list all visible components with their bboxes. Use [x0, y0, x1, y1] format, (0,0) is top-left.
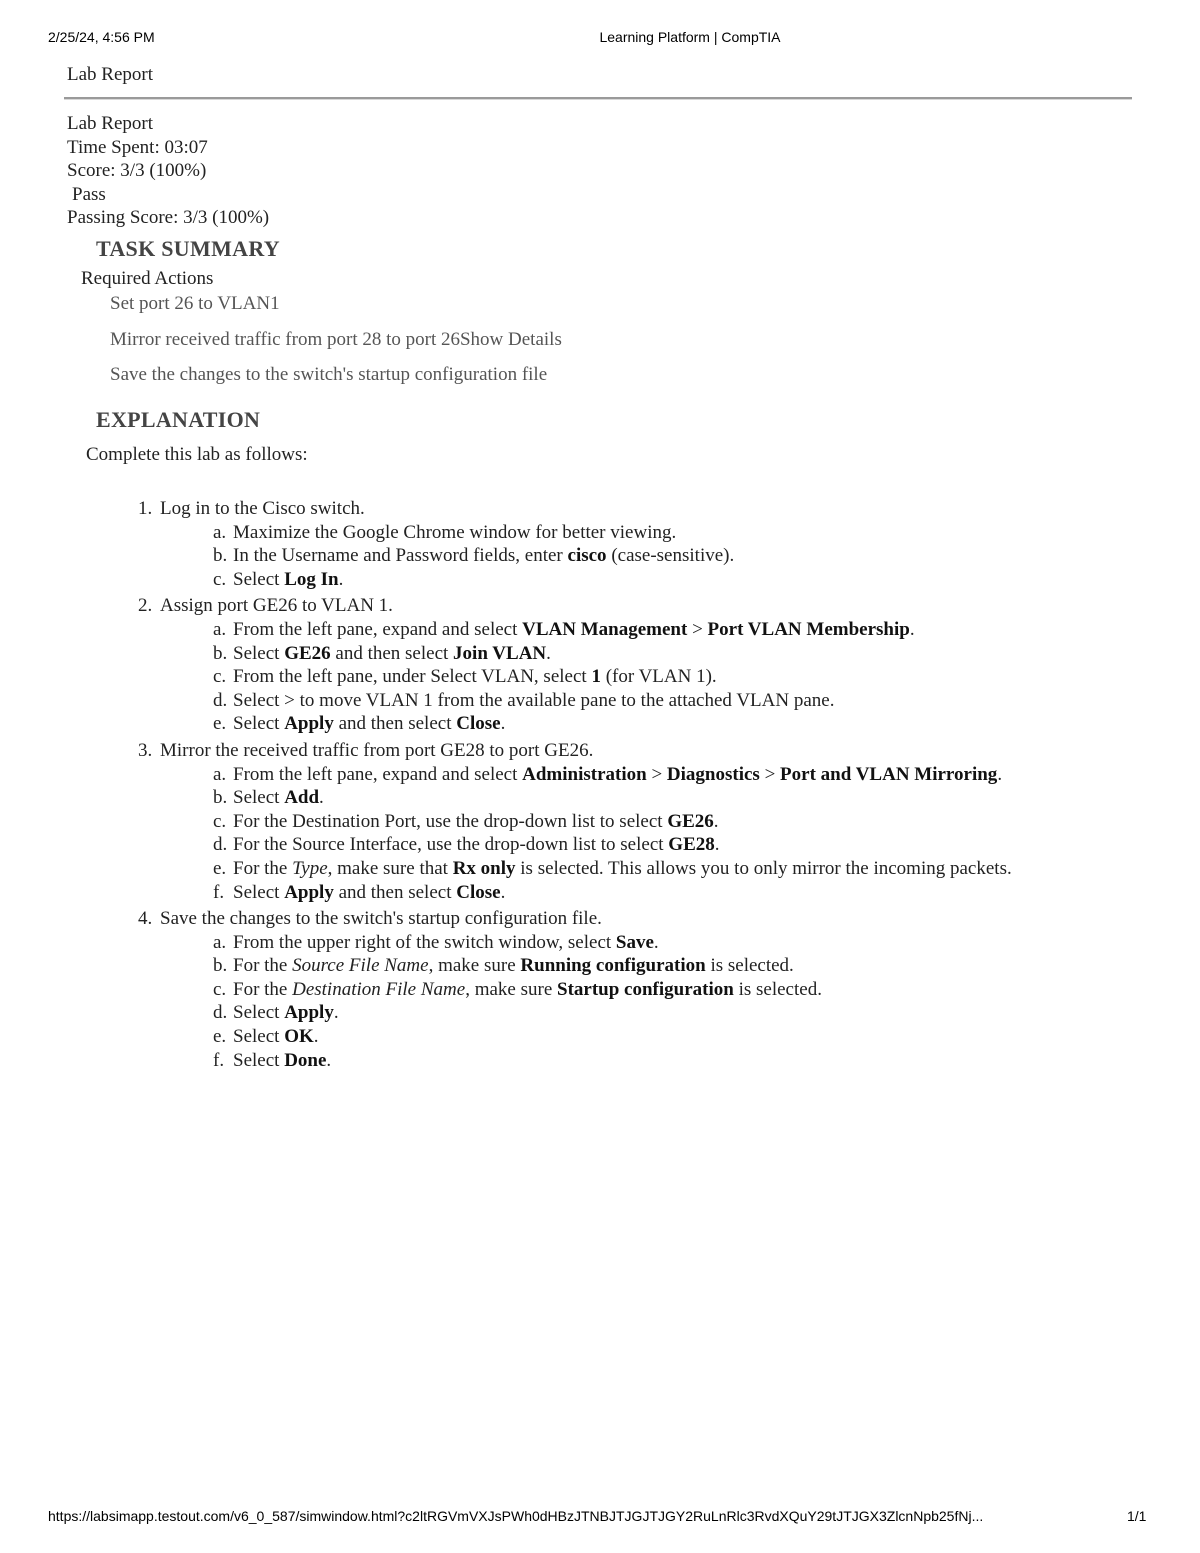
substep-text: . [333, 1002, 339, 1024]
substep-item [138, 931, 1012, 955]
substep-item [138, 1001, 1012, 1025]
step-number: 3. [138, 739, 153, 761]
substep-text: is selected. This allows you to only mirror the incoming packets. [515, 857, 1012, 879]
bold-term: Close [456, 881, 501, 903]
substep-item [138, 618, 1012, 642]
substep-item [138, 763, 1012, 787]
substep-text: Select [233, 1026, 285, 1048]
substep-text: Select [233, 713, 285, 735]
bold-term: GE28 [668, 834, 715, 856]
substep-text: is selected. [705, 955, 794, 977]
bold-term: Apply [284, 713, 334, 735]
substep-text: . [546, 642, 551, 664]
required-action-text: Save the changes to the switch's startup configuration file [110, 364, 548, 385]
required-actions-list [110, 292, 562, 399]
substep-text: . [997, 763, 1003, 785]
substep-text: Select [233, 1049, 285, 1071]
substep-text: and then select [333, 881, 457, 903]
substep-text: Select [233, 881, 285, 903]
bold-term: Close [456, 713, 501, 735]
report-heading: Lab Report [67, 113, 154, 134]
italic-term: Source File Name [292, 955, 429, 977]
report-summary [67, 112, 269, 230]
page-number: 1/1 [1127, 1508, 1147, 1524]
substep-item [138, 857, 1012, 881]
substep-item [138, 833, 1012, 857]
substep-item [138, 521, 1012, 545]
substep-text: > [759, 763, 781, 785]
bold-term: Startup configuration [557, 978, 734, 1000]
substep-text: In the Username and Password fields, enter [233, 545, 568, 567]
substep-letter: a. [213, 763, 227, 785]
substep-text: . [714, 834, 720, 856]
substep-item [138, 544, 1012, 568]
substep-text: For the [233, 978, 293, 1000]
show-details-link[interactable]: Show Details [459, 328, 562, 350]
bold-term: Port and VLAN Mirroring [780, 763, 998, 785]
substep-text: Select [233, 1002, 285, 1024]
substep-letter: e. [213, 1026, 227, 1048]
substep-letter: e. [213, 713, 227, 735]
substep-text: For the Source Interface, use the drop-down list to select [233, 834, 669, 856]
step-item [138, 497, 1012, 591]
substep-text: For the [233, 857, 293, 879]
bold-term: GE26 [284, 642, 331, 664]
substep-letter: d. [213, 1002, 228, 1024]
substep-text: , make sure [465, 978, 558, 1000]
substep-text: , make sure [428, 955, 521, 977]
step-text: Save the changes to the switch's startup configuration file. [160, 908, 602, 930]
bold-term: Running configuration [520, 955, 706, 977]
substep-item [138, 786, 1012, 810]
substep-letter: f. [213, 881, 225, 903]
substep-item [138, 665, 1012, 689]
italic-term: Type [292, 857, 328, 879]
required-action-text: Set port 26 to VLAN1 [110, 293, 280, 314]
explanation-heading: EXPLANATION [96, 407, 261, 432]
print-datetime: 2/25/24, 4:56 PM [48, 29, 155, 45]
bold-term: OK [284, 1026, 314, 1048]
bold-term: Add [284, 787, 320, 809]
substep-item [138, 954, 1012, 978]
required-action [110, 292, 562, 328]
substep-item [138, 978, 1012, 1002]
step-heading [138, 907, 1012, 931]
substep-text: From the upper right of the switch window, select [233, 931, 616, 953]
substep-text: (for VLAN 1). [600, 666, 717, 688]
substep-letter: b. [213, 642, 228, 664]
substep-text: . [319, 787, 324, 809]
bold-term: cisco [567, 545, 607, 567]
substep-text: > [646, 763, 667, 785]
substep-text: . [338, 568, 344, 590]
bold-term: Done [284, 1049, 327, 1071]
bold-term: Administration [522, 763, 647, 785]
explanation-steps [138, 497, 1012, 1075]
step-text: Log in to the Cisco switch. [160, 498, 365, 519]
substep-text: . [500, 881, 506, 903]
required-action [110, 363, 562, 399]
step-item [138, 594, 1012, 736]
substep-text: . [326, 1049, 332, 1071]
substep-text: From the left pane, under Select VLAN, select [233, 666, 592, 688]
substep-letter: b. [213, 787, 228, 809]
substep-text: , make sure that [327, 857, 453, 879]
substep-item [138, 1049, 1012, 1073]
substep-item [138, 642, 1012, 666]
time-spent: Time Spent: 03:07 [67, 136, 208, 158]
substep-letter: a. [213, 931, 227, 953]
divider [64, 97, 1132, 100]
bold-term: VLAN Management [522, 618, 688, 640]
score: Score: 3/3 (100%) [67, 160, 207, 181]
substep-letter: c. [213, 666, 227, 688]
step-text: Assign port GE26 to VLAN 1. [160, 595, 393, 617]
pass-status: Pass [72, 183, 106, 205]
substep-letter: e. [213, 857, 227, 879]
substep-letter: d. [213, 689, 228, 711]
substep-item [138, 689, 1012, 713]
substep-text: Maximize the Google Chrome window for better viewing. [233, 521, 677, 543]
bold-term: 1 [591, 666, 601, 688]
step-number: 1. [138, 498, 153, 519]
substep-letter: c. [213, 810, 227, 832]
substep-text: Select [233, 642, 285, 664]
bold-term: Port VLAN Membership [707, 618, 910, 640]
substep-text: Select [233, 787, 285, 809]
bold-term: Apply [284, 1002, 334, 1024]
substep-letter: b. [213, 545, 228, 567]
bold-term: Save [615, 931, 654, 953]
substep-text: > [687, 618, 708, 640]
substep-item [138, 568, 1012, 592]
step-number: 2. [138, 595, 153, 617]
required-actions-label: Required Actions [81, 268, 214, 289]
print-url: https://labsimapp.testout.com/v6_0_587/simwindow.html?c2ltRGVmVXJsPWh0dHBzJTNBJTJGJTJGY2RuLnRlc3RvdXQuY29tJTJGX3ZlcnNpb25fNj... [48, 1508, 984, 1524]
required-action [110, 328, 562, 364]
bold-term: Log In [284, 568, 339, 590]
substep-item [138, 881, 1012, 905]
print-site-title: Learning Platform | CompTIA [599, 29, 781, 45]
substep-text: and then select [330, 642, 454, 664]
substep-letter: a. [213, 521, 227, 543]
required-action-text: Mirror received traffic from port 28 to port 26 [110, 328, 460, 350]
step-number: 4. [138, 908, 153, 930]
substep-text: . [313, 1026, 319, 1048]
explanation-intro: Complete this lab as follows: [86, 444, 308, 465]
substep-text: . [909, 618, 915, 640]
substep-text: From the left pane, expand and select [233, 763, 523, 785]
step-item [138, 739, 1012, 904]
substep-text: and then select [333, 713, 457, 735]
step-item [138, 907, 1012, 1072]
substep-text: Select > to move VLAN 1 from the available pane to the attached VLAN pane. [233, 689, 835, 711]
substep-letter: b. [213, 955, 228, 977]
substep-text: For the [233, 955, 293, 977]
bold-term: Diagnostics [666, 763, 760, 785]
bold-term: Join VLAN [453, 642, 547, 664]
substep-text: From the left pane, expand and select [233, 618, 523, 640]
step-heading [138, 497, 1012, 521]
substep-text: . [653, 931, 659, 953]
substep-letter: c. [213, 978, 227, 1000]
bold-term: GE26 [667, 810, 714, 832]
substep-letter: c. [213, 568, 227, 590]
substep-item [138, 1025, 1012, 1049]
bold-term: Rx only [452, 857, 516, 879]
substep-text: . [713, 810, 719, 832]
substep-text: Select [233, 568, 285, 590]
substep-item [138, 810, 1012, 834]
substep-letter: a. [213, 618, 227, 640]
substep-letter: f. [213, 1049, 225, 1071]
substep-letter: d. [213, 834, 228, 856]
step-heading [138, 739, 1012, 763]
substep-text: (case-sensitive). [606, 545, 735, 567]
bold-term: Apply [284, 881, 334, 903]
substep-text: . [500, 713, 506, 735]
page-title: Lab Report [67, 64, 154, 85]
substep-text: For the Destination Port, use the drop-down list to select [233, 810, 668, 832]
step-text: Mirror the received traffic from port GE28 to port GE26. [160, 739, 594, 761]
substep-text: is selected. [733, 978, 822, 1000]
italic-term: Destination File Name [292, 978, 466, 1000]
task-summary-heading: TASK SUMMARY [96, 236, 280, 261]
step-heading [138, 594, 1012, 618]
substep-item [138, 712, 1012, 736]
passing-score: Passing Score: 3/3 (100%) [67, 207, 270, 228]
